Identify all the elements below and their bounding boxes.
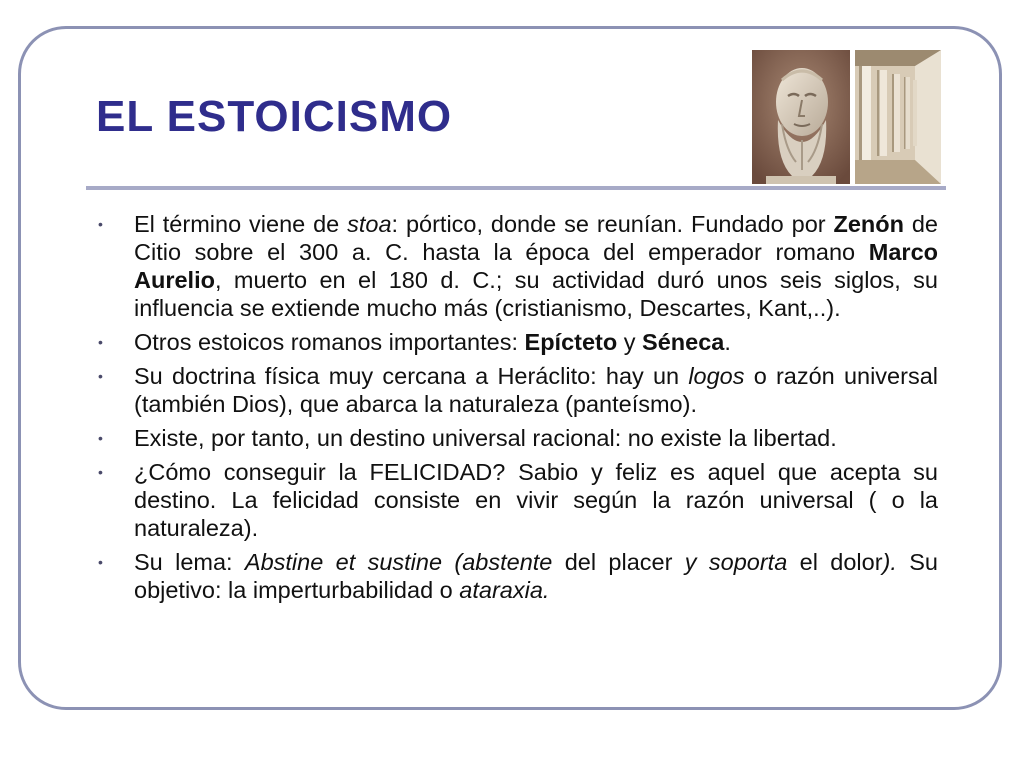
- slide-title: EL ESTOICISMO: [96, 92, 453, 141]
- stoa-colonnade-image: [855, 50, 941, 184]
- text-segment: Su doctrina física muy cercana a Heráclito: hay un: [134, 363, 689, 389]
- text-segment: de Citio sobre el 300 a. C. hasta la época del emperador romano: [134, 211, 938, 265]
- text-segment: El término viene de: [134, 211, 348, 237]
- text-segment: y soporta: [684, 549, 788, 575]
- text-segment: Existe, por tanto, un destino universal racional: no existe la libertad.: [134, 425, 837, 451]
- text-segment: ¿Cómo conseguir la FELICIDAD? Sabio y feliz es aquel que acepta su destino. La felicidad consiste en vivir según la razón universal ( o la naturaleza).: [134, 459, 938, 541]
- bullet-dot-icon: •: [98, 216, 103, 232]
- bullet-list: [94, 210, 938, 610]
- text-segment: Epícteto: [524, 329, 618, 355]
- bullet-text: [134, 459, 938, 541]
- zeno-bust-image: [752, 50, 850, 184]
- bullet-item: [94, 362, 938, 418]
- bullet-dot-icon: •: [98, 464, 103, 480]
- text-segment: Su lema:: [134, 549, 245, 575]
- bullet-item: [94, 328, 938, 356]
- text-segment: del placer: [552, 549, 685, 575]
- text-segment: stoa: [347, 211, 392, 237]
- title-underline: [86, 186, 946, 190]
- bullet-dot-icon: •: [98, 368, 103, 384]
- text-segment: Otros estoicos romanos importantes:: [134, 329, 525, 355]
- text-segment: Marco Aurelio: [134, 239, 938, 293]
- bullet-text: [134, 363, 938, 417]
- text-segment: Abstine et sustine (abstente: [244, 549, 553, 575]
- text-segment: y: [617, 329, 643, 355]
- text-segment: .: [724, 329, 731, 355]
- bullet-text: [134, 425, 837, 451]
- bullet-text: [134, 329, 731, 355]
- text-segment: ataraxia.: [459, 577, 550, 603]
- bullet-item: [94, 548, 938, 604]
- bullet-item: [94, 458, 938, 542]
- text-segment: logos: [688, 363, 745, 389]
- text-segment: Zenón: [833, 211, 904, 237]
- text-segment: o razón universal (también Dios), que abarca la naturaleza (panteísmo).: [134, 363, 938, 417]
- bullet-dot-icon: •: [98, 554, 103, 570]
- bust-portrait-icon: [752, 50, 850, 184]
- bullet-dot-icon: •: [98, 430, 103, 446]
- bullet-text: [134, 211, 938, 321]
- text-segment: Su objetivo: la imperturbabilidad o: [134, 549, 938, 603]
- text-segment: Séneca: [642, 329, 725, 355]
- text-segment: : pórtico, donde se reunían. Fundado por: [391, 211, 834, 237]
- bullet-item: [94, 210, 938, 322]
- colonnade-photo-icon: [855, 50, 941, 184]
- text-segment: el dolor: [787, 549, 883, 575]
- text-segment: ).: [882, 549, 897, 575]
- bullet-dot-icon: •: [98, 334, 103, 350]
- bullet-text: [134, 549, 938, 603]
- bullet-item: [94, 424, 938, 452]
- text-segment: , muerto en el 180 d. C.; su actividad duró unos seis siglos, su influencia se extiende mucho más (cristianismo, Descartes, Kant,..).: [134, 267, 938, 321]
